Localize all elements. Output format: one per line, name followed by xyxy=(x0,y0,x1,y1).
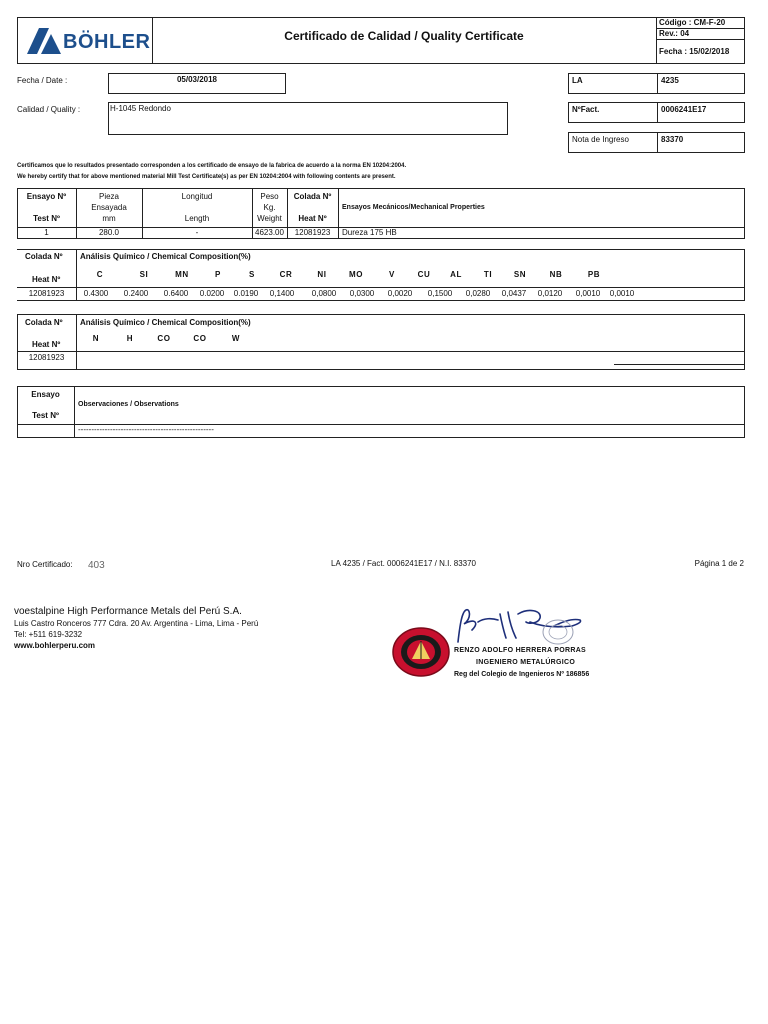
chem1-el-cr: CR xyxy=(279,270,293,279)
chem1-val-nb: 0,0010 xyxy=(575,289,601,298)
chem1-val-cr: 0,1400 xyxy=(269,289,295,298)
chem1-el-mn: MN xyxy=(175,270,189,279)
chem1-el-s: S xyxy=(249,270,255,279)
document-title: Certificado de Calidad / Quality Certificate xyxy=(284,29,524,43)
nro-label: Nro Certificado: xyxy=(17,560,73,569)
chem2-el-h: H xyxy=(126,334,134,343)
company-name: voestalpine High Performance Metals del Perú S.A. xyxy=(14,606,242,617)
la-label: LA xyxy=(572,76,583,85)
chem1-val-cu: 0,1500 xyxy=(427,289,453,298)
company-tel: Tel: +511 619-3232 xyxy=(14,630,83,639)
chem2-title: Análisis Químico / Chemical Composition(%) xyxy=(80,318,251,327)
fecha-doc-text: Fecha : 15/02/2018 xyxy=(659,47,730,56)
mech-row-pieza: 280.0 xyxy=(98,228,120,237)
calidad-label: Calidad / Quality : xyxy=(17,105,81,114)
chem1-h-heat: Heat Nº xyxy=(32,275,61,284)
mech-h-props: Ensayos Mecánicos/Mechanical Properties xyxy=(342,204,485,211)
obs-h-test: Test Nº xyxy=(32,411,59,420)
page-number: Página 1 de 2 xyxy=(694,559,744,568)
mech-h-peso2: Kg. xyxy=(263,203,276,212)
chem1-val-p: 0.0200 xyxy=(199,289,225,298)
bohler-logo-icon xyxy=(27,28,63,54)
chem1-val-mn: 0.6400 xyxy=(163,289,189,298)
chem1-el-si: SI xyxy=(139,270,149,279)
signer-title: INGENIERO METALÚRGICO xyxy=(476,659,576,666)
ref-text: LA 4235 / Fact. 0006241E17 / N.I. 83370 xyxy=(331,559,476,568)
brand-name: BÖHLER xyxy=(63,31,151,53)
stamp-small xyxy=(540,618,576,646)
chem1-val-al: 0,0280 xyxy=(465,289,491,298)
chem1-el-v: V xyxy=(389,270,395,279)
chem1-title: Análisis Químico / Chemical Composition(%) xyxy=(80,252,251,261)
mech-row-peso: 4623.00 xyxy=(255,228,284,237)
chem1-h-colada: Colada Nº xyxy=(25,252,63,261)
mech-h-pieza1: Pieza xyxy=(98,192,119,201)
mech-h-peso3: Weight xyxy=(257,214,282,223)
mech-h-pieza3: mm xyxy=(102,214,116,223)
rev-text: Rev.: 04 xyxy=(659,29,690,38)
stamp-small-icon xyxy=(540,618,576,646)
mech-h-heat: Heat Nº xyxy=(298,214,327,223)
chem1-val-mo: 0,0300 xyxy=(349,289,375,298)
fact-label: NºFact. xyxy=(572,105,600,114)
obs-title: Observaciones / Observations xyxy=(78,401,179,408)
mech-row-colada: 12081923 xyxy=(294,228,331,237)
mech-row-ensayo: 1 xyxy=(44,228,49,237)
statement-en: We hereby certify that for above mentioned material Mill Test Certificate(s) as per EN 10204:2004 with following contents are present. xyxy=(17,174,396,180)
chem1-el-p: P xyxy=(215,270,221,279)
chem1-el-ti: TI xyxy=(483,270,493,279)
statement-es: Certificamos que lo resultados presentado corresponden a los certificado de ensayo de la fabrica de acuerdo a la norma EN 10204:2004. xyxy=(17,163,407,169)
chem1-el-ni: NI xyxy=(317,270,327,279)
signature xyxy=(450,604,600,648)
chem2-heat: 12081923 xyxy=(28,353,65,362)
mech-row-longitud: - xyxy=(195,228,199,237)
calidad-value: H-1045 Redondo xyxy=(110,104,171,113)
chem2-h-heat: Heat Nº xyxy=(32,340,61,349)
chem1-el-mo: MO xyxy=(348,270,364,279)
chem1-val-v: 0,0020 xyxy=(387,289,413,298)
chem1-val-si: 0.2400 xyxy=(123,289,149,298)
chem1-el-pb: PB xyxy=(587,270,601,279)
company-web: www.bohlerperu.com xyxy=(14,641,96,650)
chem2-h-colada: Colada Nº xyxy=(25,318,63,327)
la-value: 4235 xyxy=(661,76,679,85)
mech-h-colada: Colada Nº xyxy=(293,192,332,201)
chem1-val-ti: 0,0437 xyxy=(501,289,527,298)
engineer-seal xyxy=(392,627,450,677)
chem1-heat: 12081923 xyxy=(28,289,65,298)
nro-value: 403 xyxy=(88,560,105,571)
mech-h-long2: Length xyxy=(184,214,210,223)
chem2-el-co2: CO xyxy=(193,334,207,343)
nota-label: Nota de Ingreso xyxy=(572,135,629,144)
mech-row-props: Dureza 175 HB xyxy=(342,228,397,237)
mech-h-long1: Longitud xyxy=(181,192,213,201)
fecha-label: Fecha / Date : xyxy=(17,76,68,85)
mech-h-ensayo: Ensayo Nº xyxy=(26,192,67,201)
nota-value: 83370 xyxy=(661,135,684,144)
signer-reg: Reg del Colegio de Ingenieros Nº 186856 xyxy=(454,671,590,678)
chem1-el-cu: CU xyxy=(417,270,431,279)
chem1-val-c: 0.4300 xyxy=(83,289,109,298)
chem2-el-co1: CO xyxy=(157,334,171,343)
obs-value: --------------------------------------------------- xyxy=(78,425,214,434)
chem2-el-n: N xyxy=(92,334,100,343)
codigo-text: Código : CM-F-20 xyxy=(659,18,726,27)
chem1-val-sn: 0,0120 xyxy=(537,289,563,298)
chem1-el-nb: NB xyxy=(549,270,563,279)
chem1-el-sn: SN xyxy=(513,270,527,279)
company-address: Luis Castro Ronceros 777 Cdra. 20 Av. Argentina - Lima, Lima - Perú xyxy=(14,619,259,628)
chem1-val-ni: 0,0800 xyxy=(311,289,337,298)
mech-h-test: Test Nº xyxy=(33,214,60,223)
fecha-value: 05/03/2018 xyxy=(176,75,218,84)
chem1-el-c: C xyxy=(96,270,104,279)
chem1-val-pb: 0,0010 xyxy=(609,289,635,298)
mech-h-pieza2: Ensayada xyxy=(91,203,127,212)
bohler-logo xyxy=(27,28,151,56)
signature-icon xyxy=(450,604,600,648)
mech-h-peso1: Peso xyxy=(260,192,279,201)
chem2-el-w: W xyxy=(231,334,241,343)
engineer-seal-icon xyxy=(392,627,450,677)
fact-value: 0006241E17 xyxy=(661,105,707,114)
obs-h-ensayo: Ensayo xyxy=(31,390,60,399)
chem1-val-s: 0.0190 xyxy=(233,289,259,298)
chem1-el-al: AL xyxy=(450,270,462,279)
signer-name: RENZO ADOLFO HERRERA PORRAS xyxy=(454,647,587,654)
